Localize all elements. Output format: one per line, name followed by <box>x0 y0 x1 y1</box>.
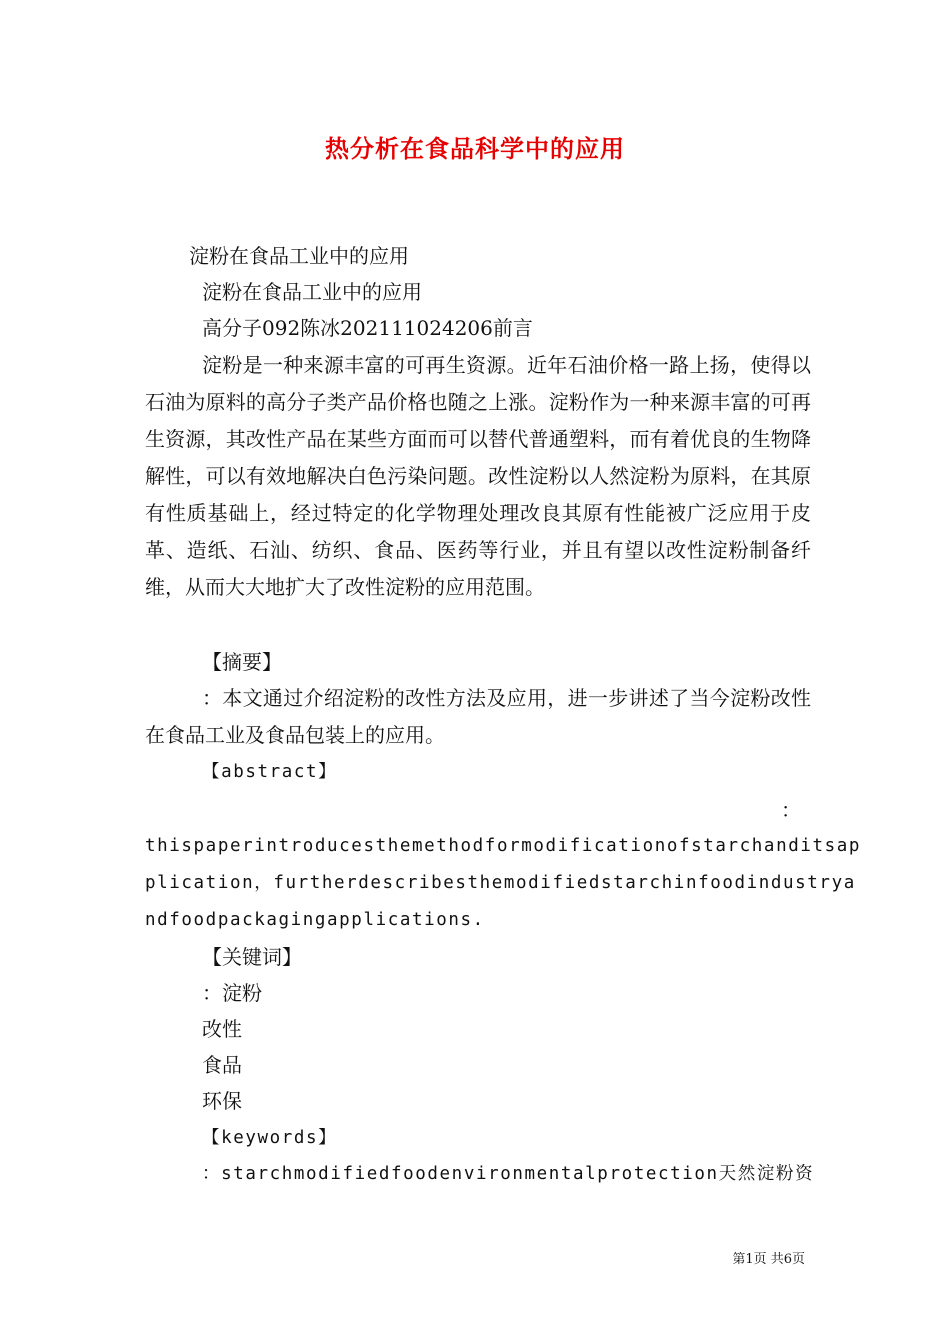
keywords-en-text: ：starchmodifiedfoodenvironmentalprotection天然淀粉资 <box>202 1164 815 1184</box>
abstract-en-colon: ： <box>781 798 801 822</box>
preface-paragraph: 淀粉是一种来源丰富的可再生资源。近年石油价格一路上扬，使得以石油为原料的高分子类产品价格也随之上涨。淀粉作为一种来源丰富的可再生资源，其改性产品在某些方面而可以替代普通塑料，而有着优良的生物降解性，可以有效地解决白色污染问题。改性淀粉以人然淀粉为原料，在其原有性质基础上，经过特定的化学物理处理改良其原有性能被广泛应用于皮革、造纸、石汕、纺织、食品、医药等行业，并且有望以改性淀粉制备纤维，从而大大地扩大了改性淀粉的应用范围。 <box>145 353 811 599</box>
keywords-en-heading: 【keywords】 <box>202 1128 338 1148</box>
abstract-en-line-2: plication，furtherdescribesthemodifiedstarchinfoodindustrya <box>145 873 856 893</box>
keyword-env: 环保 <box>202 1089 242 1113</box>
abstract-en-heading: 【abstract】 <box>202 762 338 782</box>
keyword-starch: ：淀粉 <box>202 981 262 1005</box>
subtitle-line-repeat: 淀粉在食品工业中的应用 <box>202 280 422 304</box>
keywords-cn-heading: 【关键词】 <box>202 945 302 969</box>
abstract-cn-heading: 【摘要】 <box>202 650 282 674</box>
author-line: 高分子092陈冰202111024206前言 <box>202 316 533 340</box>
abstract-en-line-1: thispaperintroducesthemethodformodificationofstarchanditsap <box>145 836 862 856</box>
subtitle-line: 淀粉在食品工业中的应用 <box>189 244 409 268</box>
document-title: 热分析在食品科学中的应用 <box>325 134 625 163</box>
abstract-en-line-3: ndfoodpackagingapplications. <box>145 910 485 930</box>
keyword-food: 食品 <box>202 1053 242 1077</box>
page-footer: 第1页 共6页 <box>732 1252 805 1267</box>
keyword-modified: 改性 <box>202 1017 242 1041</box>
abstract-cn-text: ：本文通过介绍淀粉的改性方法及应用，进一步讲述了当今淀粉改性在食品工业及食品包装上的应用。 <box>145 686 811 747</box>
